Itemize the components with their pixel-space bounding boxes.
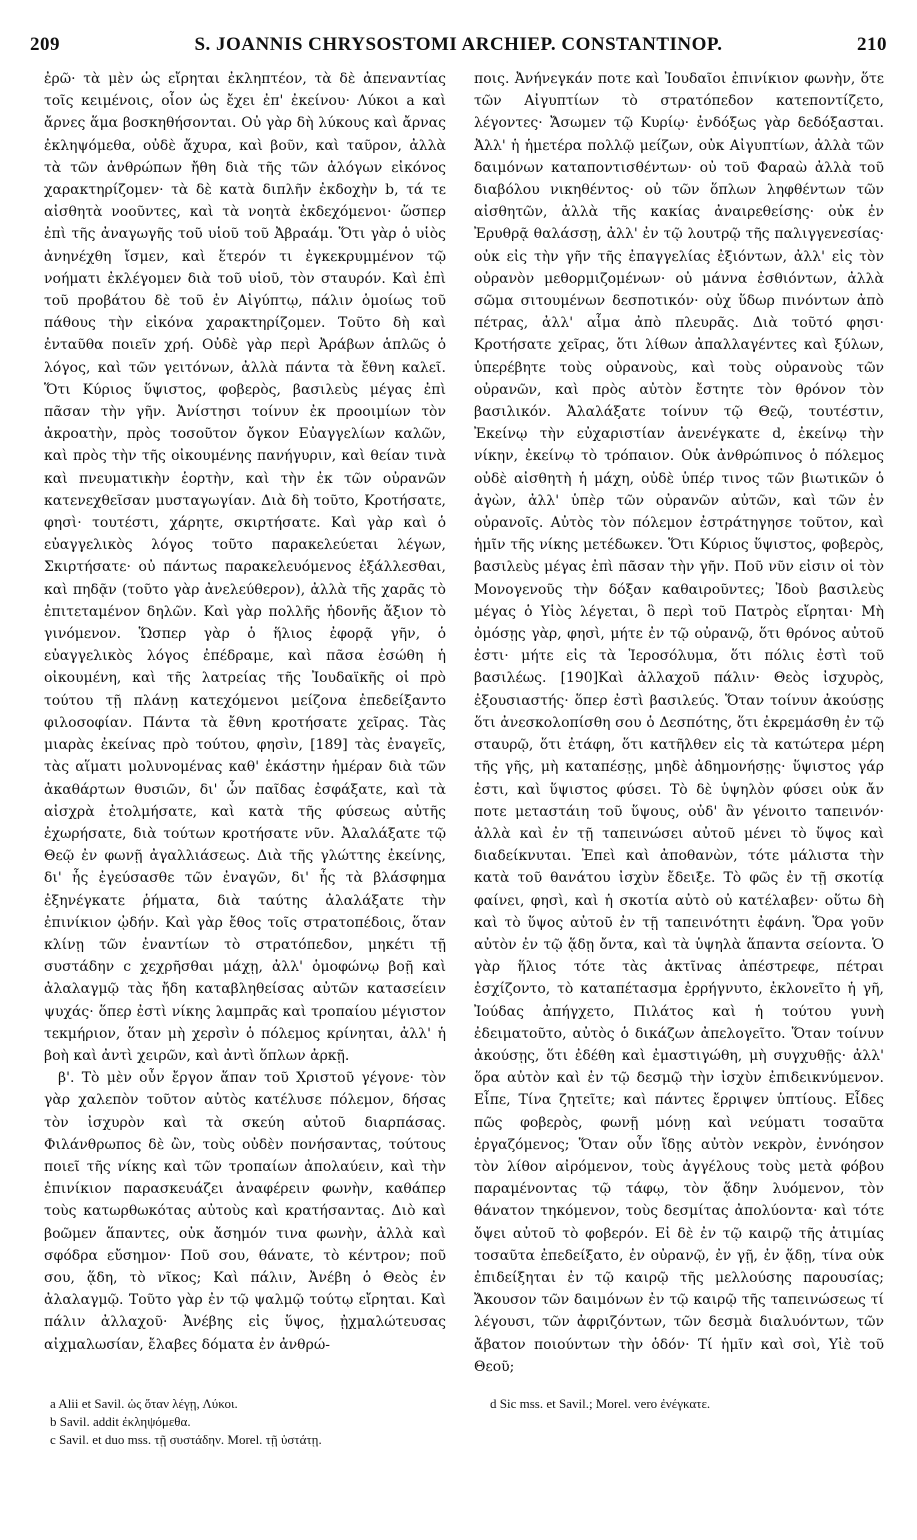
page-number-right: 210: [857, 34, 887, 55]
left-column-paragraph-2: β'. Τὸ μὲν οὖν ἔργον ἅπαν τοῦ Χριστοῦ γέγονε· τὸν γὰρ χαλεπὸν τοῦτον αὐτὸς κατέλυσε πόλεμον, δήσας τὸν ἰσχυρὸν καὶ τὰ σκεύη αὐτοῦ διαρπάσας. Φιλάνθρωπος δὲ ὢν, τοὺς οὐδὲν πονήσαντας, τούτους ποιεῖ τῆς νίκης καὶ τῶν τροπαίων ἀπολαύειν, καὶ τὴν ἐπινίκιον παρασκευάζει ἀναφέρειν φωνὴν, καθάπερ τοὺς κατωρθωκότας αὐτοὺς καὶ κρατήσαντας. Διὸ καὶ βοῶμεν ἅπαντες, οὐκ ἄσημόν τινα φωνὴν, ἀλλὰ καὶ σφόδρα εὔσημον· Ποῦ σου, θάνατε, τὸ κέντρον; ποῦ σου, ᾅδη, τὸ νῖκος; Καὶ πάλιν, Ἀνέβη ὁ Θεὸς ἐν ἀλαλαγμῷ. Τοῦτο γὰρ ἐν τῷ ψαλμῷ τούτῳ εἴρηται. Καὶ πάλιν ἀλλαχοῦ· Ἀνέβης εἰς ὕψος, ᾐχμαλώτευσας αἰχμαλωσίαν, ἔλαβες δόματα ἐν ἀνθρώ-: [44, 1070, 446, 1353]
footnote-a: a Alii et Savil. ὡς ὅταν λέγῃ, Λύκοι.: [50, 1396, 238, 1411]
footnotes-left: [50, 1396, 450, 1450]
page-number-left: 209: [30, 34, 60, 55]
right-column: [474, 68, 884, 1378]
running-header: [30, 30, 887, 60]
footnote-b: b Savil. addit ἐκληψόμεθα.: [50, 1414, 191, 1429]
left-column-paragraph-1: ἐρῶ· τὰ μὲν ὡς εἴρηται ἐκληπτέον, τὰ δὲ ἀπεναντίας τοῖς κειμένοις, οἷον ὡς ἔχει ἐπ' ἐκείνου· Λύκοι a καὶ ἄρνες ἅμα βοσκηθήσονται. Οὐ γὰρ δὴ λύκους καὶ ἄρνας ἐκληψόμεθα, οὐδὲ ἄχυρα, καὶ βοῦν, καὶ ταῦρον, ἀλλὰ τὰ τῶν ἀνθρώπων ἤθη διὰ τῆς τῶν ἀλόγων εἰκόνος χαρακτηρίζομεν· τὰ δὲ κατὰ διπλῆν ἐκδοχὴν b, τά τε αἰσθητὰ νοοῦντες, καὶ τὰ νοητὰ ἐκδεχόμενοι· ὥσπερ ἐπὶ τῆς ἀναγωγῆς τοῦ υἱοῦ τοῦ Ἀβραάμ. Ὅτι γὰρ ὁ υἱὸς ἀνηνέχθη ἴσμεν, καὶ ἕτερόν τι ἐγκεκρυμμένον τῷ νοήματι ἐκλέγομεν διὰ τοῦ υἱοῦ, τὸν σταυρόν. Καὶ ἐπὶ τοῦ προβάτου δὲ τοῦ ἐν Αἰγύπτῳ, πάλιν ὁμοίως τοῦ πάθους τὴν εἰκόνα χαρακτηρίζομεν. Τοῦτο δὴ καὶ ἐνταῦθα ποιεῖν χρή. Οὐδὲ γὰρ περὶ Ἀράβων ἁπλῶς ὁ λόγος, καὶ τῶν γειτόνων, ἀλλὰ πάντα τὰ ἔθνη καλεῖ. Ὅτι Κύριος ὕψιστος, φοβερὸς, βασιλεὺς μέγας ἐπὶ πᾶσαν τὴν γῆν. Ἀνίστησι τοίνυν ἐκ προοιμίων τὸν ἀκροατὴν, πρὸς τοσοῦτον ὄγκον Εὐαγγελίων καλῶν, καὶ πρὸς τὴν τῆς οἰκουμένης πανήγυριν, καὶ θείαν τινὰ καὶ πνευματικὴν ἑορτὴν, καὶ τὴν ἐκ τῶν οὐρανῶν κατενεχθεῖσαν μυσταγωγίαν. Διὰ δὴ τοῦτο, Κροτήσατε, φησὶ· τουτέστι, χάρητε, σκιρτήσατε. Καὶ γὰρ καὶ ὁ εὐαγγελικὸς λόγος τοῦτο παρακελεύεται λέγων, Σκιρτήσατε· οὐ πάντως παρακελευόμενος ἐξάλλεσθαι, καὶ πηδᾷν (τοῦτο γὰρ ἀνελεύθερον), ἀλλὰ τῆς χαρᾶς τὸ ἐπιτεταμένον δηλῶν. Καὶ γὰρ πολλῆς ἡδονῆς ἄξιον τὸ γινόμενον. Ὥσπερ γὰρ ὁ ἥλιος ἐφορᾷ γῆν, ὁ εὐαγγελικὸς λόγος ἐπέδραμε, καὶ πᾶσα ἐσώθη ἡ οἰκουμένη, καὶ τῆς λατρείας τῆς Ἰουδαϊκῆς οἱ πρὸ τούτου τῇ πλάνῃ κατεχόμενοι μείζονα ἐπεδείξαντο φιλοσοφίαν. Πάντα τὰ ἔθνη κροτήσατε χεῖρας. Τὰς μιαρὰς ἐκείνας πρὸ τούτου, φησὶν, [189] τὰς ἐναγεῖς, τὰς αἵματι μολυνομένας καθ' ἑκάστην ἡμέραν διὰ τῶν ἀκαθάρτων θυσιῶν, δι' ὧν παῖδας ἐσφάξατε, καὶ τὰ αἰσχρὰ ἐτολμήσατε, καὶ κατὰ τῆς φύσεως αὐτῆς ἐχωρήσατε, διὰ τούτων κροτήσατε νῦν. Ἀλαλάξατε τῷ Θεῷ ἐν φωνῇ ἀγαλλιάσεως. Διὰ τῆς γλώττης ἐκείνης, δι' ἧς ἐγεύσασθε τῶν ἐναγῶν, δι' ἧς τὰ βλάσφημα ἐξηνέγκατε ῥήματα, διὰ ταύτης ἀλαλάξατε τὴν ἐπινίκιον ᾠδήν. Καὶ γὰρ ἔθος τοῖς στρατοπέδοις, ὅταν κλίνῃ τῶν ἐναντίων τὸ στρατόπεδον, μηκέτι τῇ συστάδην c χεχρῆσθαι μάχῃ, ἀλλ' ὁμοφώνῳ βοῇ καὶ ἀλαλαγμῷ τὰς ἤδη καταβληθείσας αὐτῶν κατασείειν ψυχάς· ὅπερ ἐστὶ νίκης λαμπρᾶς καὶ τροπαίου μέγιστον τεκμήριον, ὅταν μὴ χερσὶν ὁ πόλεμος κρίνηται, ἀλλ' ἡ βοὴ καὶ ἀντὶ χειρῶν, καὶ ἀντὶ ὅπλων ἀρκῇ.: [44, 71, 446, 1064]
left-column: [44, 68, 446, 1356]
footnote-d: d Sic mss. et Savil.; Morel. vero ἐνέγκατε.: [490, 1396, 711, 1411]
footnote-c: c Savil. et duo mss. τῇ συστάδην. Morel. τῇ ὑστάτῃ.: [50, 1432, 322, 1447]
right-column-paragraph: ποις. Ἀνήνεγκάν ποτε καὶ Ἰουδαῖοι ἐπινίκιον φωνὴν, ὅτε τῶν Αἰγυπτίων τὸ στρατόπεδον κατεποντίζετο, λέγοντες· Ἄσωμεν τῷ Κυρίῳ· ἐνδόξως γὰρ δεδόξασται. Ἀλλ' ἡ ἡμετέρα πολλῷ μείζων, οὐκ Αἰγυπτίων, ἀλλὰ τῶν δαιμόνων καταποντισθέντων· οὐ τοῦ Φαραὼ ἀλλὰ τοῦ διαβόλου νικηθέντος· οὐ τῶν ὅπλων ληφθέντων τῶν αἰσθητῶν, ἀλλὰ τῆς κακίας ἀναιρεθείσης· οὐκ ἐν Ἐρυθρᾷ θαλάσσῃ, ἀλλ' ἐν τῷ λουτρῷ τῆς παλιγγενεσίας· οὐκ εἰς τὴν γῆν τῆς ἐπαγγελίας ἐξιόντων, ἀλλ' εἰς τὸν οὐρανὸν μεθορμιζομένων· οὐ μάννα ἐσθιόντων, ἀλλὰ σῶμα σιτουμένων δεσποτικόν· οὐχ ὕδωρ πινόντων ἀπὸ πέτρας, ἀλλ' αἷμα ἀπὸ πλευρᾶς. Διὰ τοῦτό φησι· Κροτήσατε χεῖρας, ὅτι λίθων ἀπαλλαγέντες καὶ ξύλων, ὑπερέβητε τοὺς οὐρανοὺς, καὶ τοὺς οὐρανοὺς τῶν οὐρανῶν, καὶ πρὸς αὐτὸν ἔστητε τὸν θρόνον τὸν βασιλικόν. Ἀλαλάξατε τοίνυν τῷ Θεῷ, τουτέστιν, Ἐκείνῳ τὴν εὐχαριστίαν ἀνενέγκατε d, ἐκείνῳ τὴν νίκην, ἐκείνῳ τὸ τρόπαιον. Οὐκ ἀνθρώπινος ὁ πόλεμος οὐδὲ αἰσθητὴ ἡ μάχη, οὐδὲ ὑπέρ τινος τῶν βιωτικῶν ὁ ἀγὼν, ἀλλ' ὑπὲρ τῶν οὐρανῶν αὐτῶν, καὶ τῶν ἐν οὐρανοῖς. Αὐτὸς τὸν πόλεμον ἐστράτηγησε τοῦτον, καὶ ἡμῖν τῆς νίκης μετέδωκεν. Ὅτι Κύριος ὕψιστος, φοβερὸς, βασιλεὺς μέγας ἐπὶ πᾶσαν τὴν γῆν. Ποῦ νῦν εἰσιν οἱ τὸν Μονογενοῦς τὴν δόξαν καθαιροῦντες; Ἰδοὺ βασιλεὺς μέγας ὁ Υἱὸς λέγεται, ὃ περὶ τοῦ Πατρὸς εἴρηται· Μὴ ὀμόσῃς γὰρ, φησὶ, μήτε ἐν τῷ οὐρανῷ, ὅτι θρόνος αὐτοῦ ἐστι· μήτε εἰς τὰ Ἱεροσόλυμα, ὅτι πόλις ἐστὶ τοῦ βασιλέως. [190]Καὶ ἀλλαχοῦ πάλιν· Θεὸς ἰσχυρὸς, ἐξουσιαστής· ὅπερ ἐστὶ βασιλεύς. Ὅταν τοίνυν ἀκούσῃς ὅτι ἀνεσκολοπίσθη σου ὁ Δεσπότης, ὅτι ἐκρεμάσθη ἐν τῷ σταυρῷ, ὅτι ἐτάφη, ὅτι κατῆλθεν εἰς τὰ κατώτερα μέρη τῆς γῆς, μὴ καταπέσῃς, μηδὲ ἀδημονήσῃς· ὕψιστος γάρ ἐστι, καὶ ὕψιστος φύσει. Τὸ δὲ ὑψηλὸν φύσει οὐκ ἄν ποτε μεταστάιη τοῦ ὕψους, οὐδ' ἂν γένοιτο ταπεινόν· ἀλλὰ καὶ ἐν τῇ ταπεινώσει αὐτοῦ μένει τὸ ὕψος καὶ διαδείκνυται. Ἐπεὶ καὶ ἀποθανὼν, τότε μάλιστα τὴν κατὰ τοῦ θανάτου ἰσχὺν ἔδειξε. Τὸ φῶς ἐν τῇ σκοτίᾳ φαίνει, φησὶ, καὶ ἡ σκοτία αὐτὸ οὐ κατέλαβεν· οὕτω δὴ καὶ τὸ ὕψος αὐτοῦ ἐν τῇ ταπεινότητι ἐφάνη. Ὅρα γοῦν αὐτὸν ἐν τῷ ᾅδῃ ὄντα, καὶ τὰ ὑψηλὰ ἅπαντα σείοντα. Ὁ γὰρ ἥλιος τότε τὰς ἀκτῖνας ἀπέστρεφε, πέτραι ἐσχίζοντο, τὸ καταπέτασμα ἐρρήγνυτο, ἐκλονεῖτο ἡ γῆ, Ἰούδας ἀπήγχετο, Πιλάτος καὶ ἡ τούτου γυνὴ ἐδειματοῦτο, αὐτὸς ὁ δικάζων ἀπελογεῖτο. Ὅταν τοίνυν ἀκούσῃς, ὅτι ἐδέθη καὶ ἐμαστιγώθη, μὴ συγχυθῇς· ἀλλ' ὅρα αὐτὸν καὶ ἐν τῷ δεσμῷ τὴν ἰσχὺν ἐπιδεικνύμενον. Εἶπε, Τίνα ζητεῖτε; καὶ πάντες ἔρριψεν ὑπτίους. Εἶδες πῶς φοβερὸς, φωνῇ μόνῃ καὶ νεύματι τοσαῦτα ἐργαζόμενος; Ὅταν οὖν ἴδῃς αὐτὸν νεκρὸν, ἐννόησον τὸν λίθον αἰρόμενον, τοὺς ἀγγέλους τοὺς μετὰ φόβου παραμένοντας τῷ τάφῳ, τὸν ᾅδην λυόμενον, τὸν θάνατον τηκόμενον, τοὺς δεσμίτας ἀπολύοντα· καὶ τότε ὄψει αὐτοῦ τὸ φοβερόν. Εἰ δὲ ἐν τῷ καιρῷ τῆς ἀτιμίας τοσαῦτα ἐπεδείξατο, ἐν οὐρανῷ, ἐν γῇ, ἐν ᾅδῃ, τίνα οὐκ ἐπιδείξηται ἐν τῷ καιρῷ τῆς μελλούσης παρουσίας; Ἄκουσον τῶν δαιμόνων ἐν τῷ καιρῷ τῆς ταπεινώσεως τί λέγουσι, τῶν ἀφριζόντων, τῶν δεσμὰ διαλυόντων, τῶν ἄβατον ποιούντων τὴν ὁδόν· Τί ἡμῖν καὶ σοὶ, Υἱὲ τοῦ Θεοῦ;: [474, 71, 884, 1375]
footnotes-right: [490, 1396, 890, 1414]
running-title: S. JOANNIS CHRYSOSTOMI ARCHIEP. CONSTANTINOP.: [194, 34, 723, 55]
